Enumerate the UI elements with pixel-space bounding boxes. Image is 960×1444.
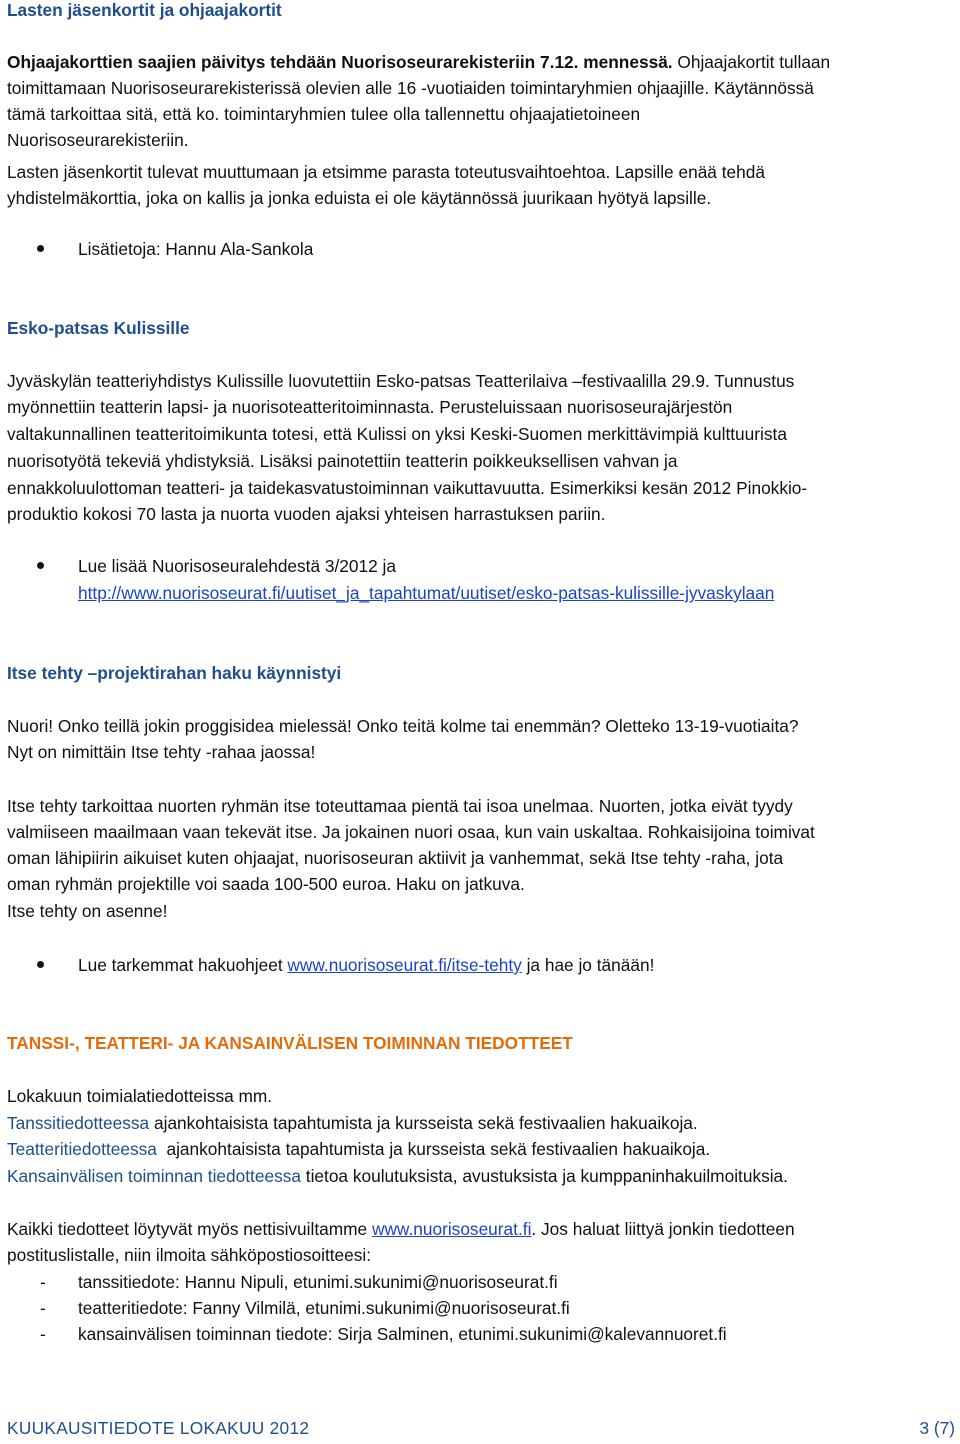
dash-marker: - xyxy=(40,1272,46,1292)
bold-lead-text: Ohjaajakorttien saajien päivitys tehdään Nuorisoseurarekisteriin 7.12. mennessä. xyxy=(7,52,673,72)
bulletin-label: Teatteritiedotteessa xyxy=(7,1139,157,1159)
paragraph-line: Nuori! Onko teillä jokin proggisidea mielessä! Onko teitä kolme tai enemmän? Oletteko 13-19-vuotiaita? xyxy=(7,716,799,736)
bulletin-label: Tanssitiedotteessa xyxy=(7,1113,150,1133)
paragraph-line: ennakkoluulottoman teatteri- ja taidekasvatustoiminnan vaikuttavuutta. Esimerkiksi kesän 2012 Pinokkio- xyxy=(7,478,808,498)
contact-item: kansainvälisen toiminnan tiedote: Sirja Salminen, etunimi.sukunimi@kalevannuoret.fi xyxy=(78,1324,727,1344)
paragraph-line xyxy=(7,49,830,75)
itse-tehty-link[interactable]: www.nuorisoseurat.fi/itse-tehty xyxy=(287,955,522,975)
bullet-item: Lue lisää Nuorisoseuralehdestä 3/2012 ja xyxy=(78,556,396,576)
paragraph-line: nuorisotyötä tekeviä yhdistyksiä. Lisäksi painotettiin teatterin poikkeuksellisen vahvan ja xyxy=(7,451,678,471)
paragraph-line: oman ryhmän projektille voi saada 100-500 euroa. Haku on jatkuva. xyxy=(7,874,525,894)
contact-item: teatteritiedote: Fanny Vilmilä, etunimi.sukunimi@nuorisoseurat.fi xyxy=(78,1298,570,1318)
paragraph-text: Kaikki tiedotteet löytyvät myös nettisivuiltamme xyxy=(7,1219,372,1239)
bullet-item: Lisätietoja: Hannu Ala-Sankola xyxy=(78,239,314,259)
paragraph-line: toimittamaan Nuorisoseurarekisterissä olevien alle 16 -vuotiaiden toimintaryhmien ohjaajille. Käytännössä xyxy=(7,78,814,98)
bullet-item xyxy=(78,952,654,978)
paragraph-line: Lasten jäsenkortit tulevat muuttumaan ja etsimme parasta toteutusvaihtoehtoa. Lapsille enää tehdä xyxy=(7,162,765,182)
bullet-icon xyxy=(37,961,44,968)
paragraph-line: Itse tehty tarkoittaa nuorten ryhmän itse toteuttamaa pientä tai isoa unelmaa. Nuorten, jotka eivät tyydy xyxy=(7,796,793,816)
paragraph-line: oman lähipiirin aikuiset kuten ohjaajat, nuorisoseuran aktiivit ja vanhemmat, sekä Itse tehty -raha, jota xyxy=(7,848,784,868)
esko-article-link[interactable]: http://www.nuorisoseurat.fi/uutiset_ja_tapahtumat/uutiset/esko-patsas-kulissille-jyvaskylaan xyxy=(78,583,775,603)
paragraph-text: . Jos haluat liittyä jonkin tiedotteen xyxy=(531,1219,795,1239)
paragraph-line: Nyt on nimittäin Itse tehty -rahaa jaossa! xyxy=(7,742,316,762)
page-number: 3 (7) xyxy=(919,1418,955,1438)
paragraph-line: postituslistalle, niin ilmoita sähköpostiosoitteesi: xyxy=(7,1245,372,1265)
paragraph-line: produktio kokosi 70 lasta ja nuorta vuoden ajaksi yhteisen harrastuksen pariin. xyxy=(7,504,606,524)
section-title-esko-statue: Esko-patsas Kulissille xyxy=(7,318,190,338)
bullet-icon xyxy=(37,562,44,569)
bulletin-item xyxy=(7,1110,698,1136)
paragraph-line xyxy=(7,1216,795,1242)
bullet-icon xyxy=(37,245,44,252)
section-title-bulletins: TANSSI-, TEATTERI- JA KANSAINVÄLISEN TOIMINNAN TIEDOTTEET xyxy=(7,1033,573,1053)
bulletin-text: ajankohtaisista tapahtumista ja kursseista sekä festivaalien hakuaikoja. xyxy=(149,1113,698,1133)
bullet-text: ja hae jo tänään! xyxy=(521,955,655,975)
section-title-membership-cards: Lasten jäsenkortit ja ohjaajakortit xyxy=(7,0,282,20)
paragraph-line: tämä tarkoittaa sitä, että ko. toimintaryhmien tulee olla tallennettu ohjaajatietoineen xyxy=(7,104,641,124)
paragraph-line: Jyväskylän teatteriyhdistys Kulissille luovutettiin Esko-patsas Teatterilaiva –festivaalilla 29.9. Tunnustus xyxy=(7,371,795,391)
dash-marker: - xyxy=(40,1298,46,1318)
dash-marker: - xyxy=(40,1324,46,1344)
section-title-itse-tehty: Itse tehty –projektirahan haku käynnistyi xyxy=(7,663,342,683)
nuorisoseurat-link[interactable]: www.nuorisoseurat.fi xyxy=(371,1219,532,1239)
bullet-text: Lue tarkemmat hakuohjeet xyxy=(78,955,288,975)
bulletin-text: tietoa koulutuksista, avustuksista ja kumppaninhakuilmoituksia. xyxy=(300,1166,788,1186)
paragraph-line: Nuorisoseurarekisteriin. xyxy=(7,130,189,150)
bulletin-item xyxy=(7,1163,788,1189)
paragraph-text: Ohjaajakortit tullaan xyxy=(672,52,831,72)
bulletin-item xyxy=(7,1136,710,1162)
bulletin-text: ajankohtaisista tapahtumista ja kursseista sekä festivaalien hakuaikoja. xyxy=(156,1139,711,1159)
paragraph-line: valtakunnallinen teatteritoimikunta totesi, että Kulissi on yksi Keski-Suomen merkittävimpiä kulttuurista xyxy=(7,424,787,444)
paragraph-line: valmiiseen maailmaan vaan tekevät itse. Ja jokainen nuori osaa, kun vain uskaltaa. Rohkaisijoina toimivat xyxy=(7,822,815,842)
paragraph-line: myönnettiin teatterin lapsi- ja nuorisoteatteritoiminnasta. Perusteluissaan nuorisoseurajärjestön xyxy=(7,397,733,417)
paragraph-line: Lokakuun toimialatiedotteissa mm. xyxy=(7,1086,273,1106)
footer-title: KUUKAUSITIEDOTE LOKAKUU 2012 xyxy=(7,1418,310,1438)
paragraph-line: yhdistelmäkorttia, joka on kallis ja jonka eduista ei ole käytännössä juurikaan hyötyä lapsille. xyxy=(7,188,712,208)
page-footer xyxy=(7,1418,955,1440)
bulletin-label: Kansainvälisen toiminnan tiedotteessa xyxy=(7,1166,301,1186)
paragraph-line: Itse tehty on asenne! xyxy=(7,901,168,921)
contact-item: tanssitiedote: Hannu Nipuli, etunimi.sukunimi@nuorisoseurat.fi xyxy=(78,1272,558,1292)
